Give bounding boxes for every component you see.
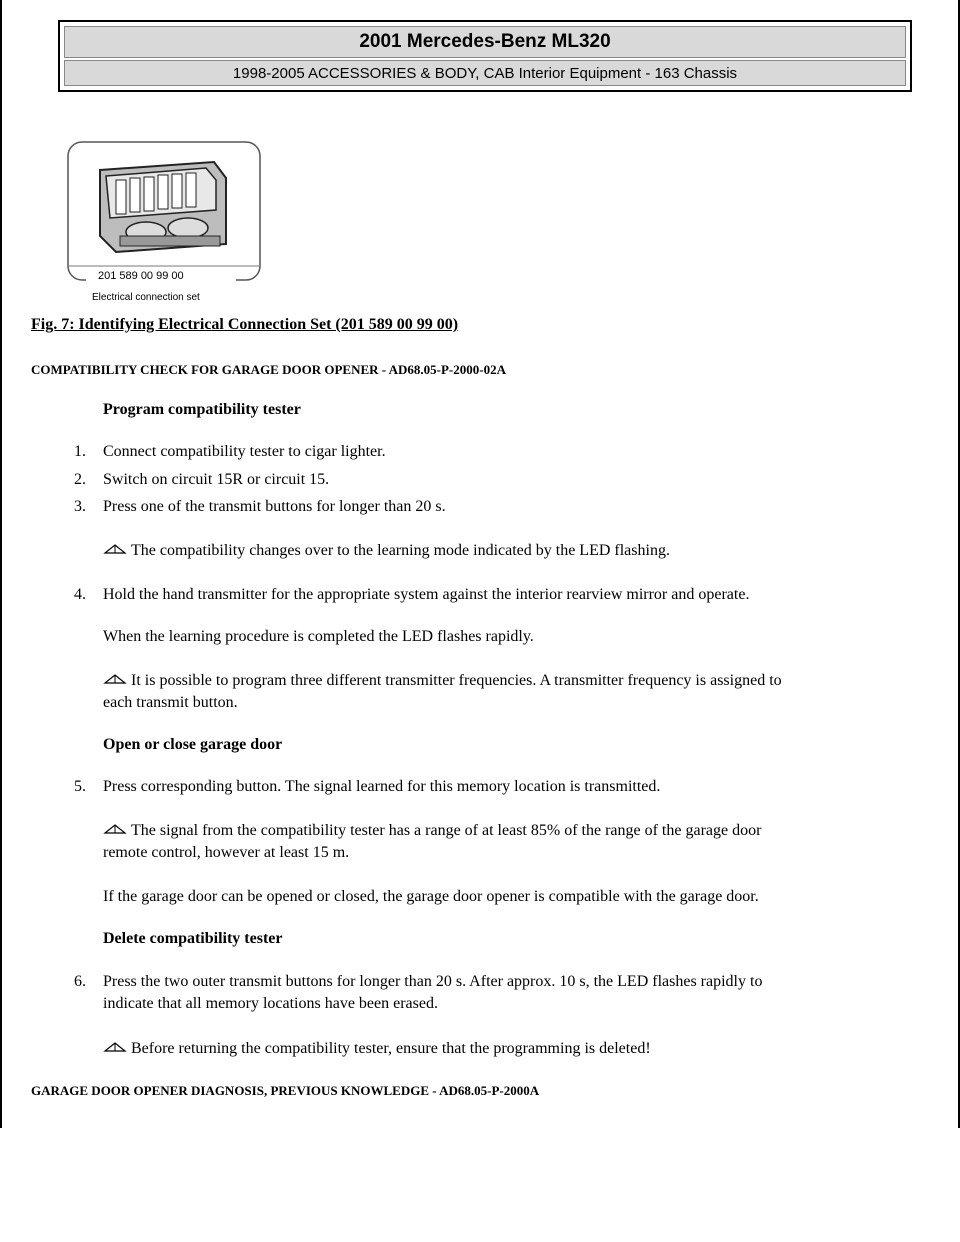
learning-complete-text: When the learning procedure is completed the LED flashes rapidly. [103, 628, 534, 645]
step-text: Connect compatibility tester to cigar lighter. [103, 443, 386, 460]
open-close-heading: Open or close garage door [103, 736, 283, 753]
note-4 [103, 1038, 903, 1060]
figure-label: Electrical connection set [92, 292, 200, 303]
note-text-line-2: each transmit button. [103, 694, 238, 711]
note-text: The compatibility changes over to the learning mode indicated by the LED flashing. [131, 542, 670, 559]
program-heading: Program compatibility tester [103, 401, 301, 418]
step-text-line-2: indicate that all memory locations have been erased. [103, 995, 438, 1012]
electrical-connection-set-figure [66, 140, 262, 305]
document-title: 2001 Mercedes-Benz ML320 [64, 26, 906, 58]
compatibility-result-text: If the garage door can be opened or closed, the garage door opener is compatible with the garage door. [103, 888, 759, 905]
step-4 [74, 584, 749, 606]
step-text: Switch on circuit 15R or circuit 15. [103, 471, 330, 488]
step-1 [74, 441, 386, 463]
step-text: Hold the hand transmitter for the appropriate system against the interior rearview mirror and operate. [103, 586, 750, 603]
figure-caption: Fig. 7: Identifying Electrical Connection Set (201 589 00 99 00) [31, 316, 459, 333]
note-text-line-1: The signal from the compatibility tester has a range of at least 85% of the range of the garage door [131, 822, 762, 839]
electrical-connection-set-illustration [66, 140, 262, 305]
step-text: Press one of the transmit buttons for longer than 20 s. [103, 498, 446, 515]
document-header [58, 20, 912, 92]
step-number: 3. [74, 498, 86, 515]
note-text-line-1: It is possible to program three different transmitter frequencies. A transmitter frequency is assigned to [131, 672, 782, 689]
document-subtitle: 1998-2005 ACCESSORIES & BODY, CAB Interior Equipment - 163 Chassis [64, 60, 906, 86]
note-2 [103, 670, 903, 714]
note-1 [103, 540, 903, 562]
step-number: 6. [74, 973, 86, 990]
step-text-line-1: Press the two outer transmit buttons for longer than 20 s. After approx. 10 s, the LED flashes rapidly to [103, 973, 763, 990]
note-icon [103, 823, 127, 835]
note-3 [103, 820, 903, 864]
compat-check-heading: COMPATIBILITY CHECK FOR GARAGE DOOR OPENER - AD68.05-P-2000-02A [31, 362, 506, 377]
figure-part-number: 201 589 00 99 00 [98, 270, 184, 282]
note-icon [103, 1041, 127, 1053]
page-border-left [0, 0, 2, 1128]
step-number: 1. [74, 443, 86, 460]
step-3 [74, 496, 446, 518]
note-text: Before returning the compatibility tester, ensure that the programming is deleted! [131, 1040, 651, 1057]
step-5 [74, 776, 660, 798]
note-icon [103, 673, 127, 685]
delete-heading: Delete compatibility tester [103, 930, 283, 947]
step-number: 4. [74, 586, 86, 603]
diagnosis-heading: GARAGE DOOR OPENER DIAGNOSIS, PREVIOUS KNOWLEDGE - AD68.05-P-2000A [31, 1083, 540, 1098]
step-6 [74, 971, 762, 1015]
step-number: 5. [74, 778, 86, 795]
step-number: 2. [74, 471, 86, 488]
step-2 [74, 469, 329, 491]
note-icon [103, 543, 127, 555]
step-text: Press corresponding button. The signal learned for this memory location is transmitted. [103, 778, 661, 795]
note-text-line-2: remote control, however at least 15 m. [103, 844, 350, 861]
